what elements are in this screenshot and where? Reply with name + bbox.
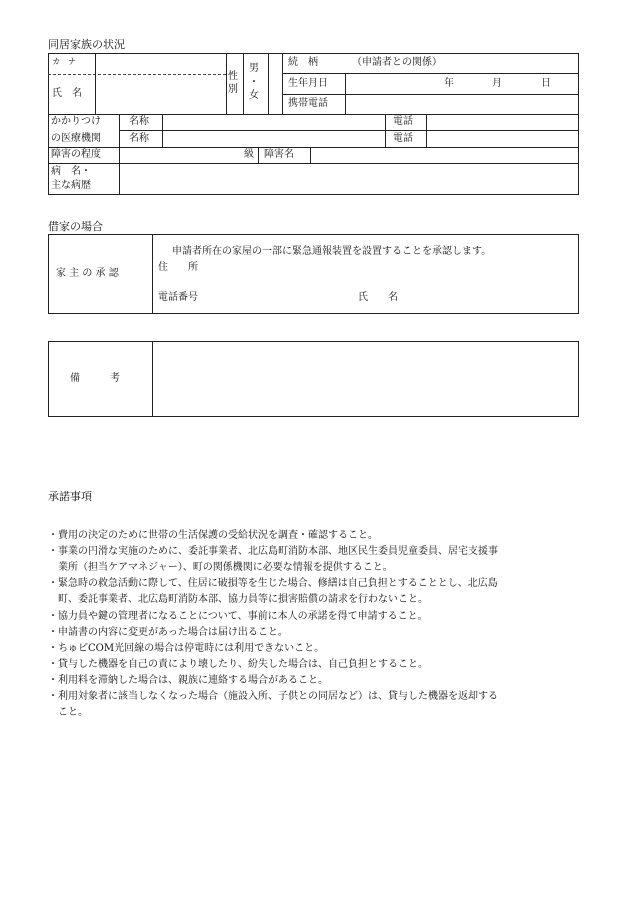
kana-label: カ ナ [52, 57, 76, 66]
clinic-phone-label-2: 電話 [393, 133, 413, 144]
consent-item: ・利用料を滞納した場合は、親族に連絡する場合があること。 [48, 674, 328, 686]
owner-name-label: 氏 名 [358, 292, 398, 303]
owner-consent-text: 申請者所在の家屋の一部に緊急通報装置を設置することを承認します。 [172, 246, 492, 257]
relation-note: （申請者との関係） [352, 57, 442, 68]
consent-item: ・協力員や鍵の管理者になることについて、事前に本人の承諾を得て申請すること。 [48, 610, 428, 622]
consent-item: ・ちゅピCOM光回線の場合は停電時には利用できないこと。 [48, 642, 325, 654]
rental-section-title: 借家の場合 [48, 220, 103, 233]
clinic-name-label-2: 名称 [129, 133, 149, 144]
owner-phone-label: 電話番号 [158, 292, 198, 303]
sex-option-female: 女 [249, 90, 259, 101]
sex-option-male: 男 [249, 63, 259, 74]
disability-label: 障害の程度 [51, 149, 101, 160]
consent-section-title: 承諾事項 [48, 490, 92, 503]
clinic-phone-label-1: 電話 [393, 116, 413, 127]
illness-label-line2: 主な病歴 [51, 180, 91, 191]
mobile-label: 携帯電話 [288, 98, 328, 109]
consent-item-continuation: 業所（担当ケアマネジャー）、町の関係機関に必要な情報を提供すること。 [48, 562, 393, 574]
consent-item-continuation: こと。 [48, 707, 88, 719]
dob-year: 年 [444, 78, 454, 89]
consent-item: ・貸与した機器を自己の責により壊したり、紛失した場合は、自己負担とすること。 [48, 658, 428, 670]
owner-address-label: 住 所 [158, 262, 198, 273]
dob-label: 生年月日 [288, 78, 328, 89]
illness-label-line1: 病 名・ [51, 166, 91, 177]
owner-approval-label: 家 主 の 承 認 [56, 268, 119, 279]
clinic-name-label-1: 名称 [129, 116, 149, 127]
sex-label: 性別 [228, 71, 238, 95]
consent-item-continuation: 町、委託事業者、北広島町消防本部、協力員等に損害賠償の請求を行わないこと。 [48, 594, 428, 606]
clinic-label-line2: の医療機関 [51, 133, 101, 144]
dob-month: 月 [492, 78, 502, 89]
consent-item: ・申請書の内容に変更があった場合は届け出ること。 [48, 626, 288, 638]
sex-option-dot: ・ [249, 77, 259, 88]
consent-item: ・事業の円滑な実施のために、委託事業者、北広島町消防本部、地区民生委員児童委員、居宅支援事 [48, 546, 498, 558]
household-section-title: 同居家族の状況 [48, 38, 125, 51]
consent-item: ・緊急時の救急活動に際して、住居に破損等を生じた場合、修繕は自己負担とすることとし、北広島 [48, 578, 498, 590]
name-label: 氏 名 [52, 88, 82, 99]
clinic-label-line1: かかりつけ [51, 116, 101, 127]
relation-label: 続 柄 [288, 57, 318, 68]
consent-item: ・利用対象者に該当しなくなった場合（施設入所、子供との同居など）は、貸与した機器を返却する [48, 691, 498, 702]
disability-name-label: 障害名 [264, 149, 294, 160]
remarks-field[interactable] [154, 343, 577, 415]
remarks-label: 備 考 [70, 373, 120, 384]
consent-item: ・費用の決定のために世帯の生活保護の受給状況を調査・確認すること。 [48, 530, 378, 541]
grade-label: 級 [244, 149, 254, 160]
dob-day: 日 [541, 78, 551, 89]
